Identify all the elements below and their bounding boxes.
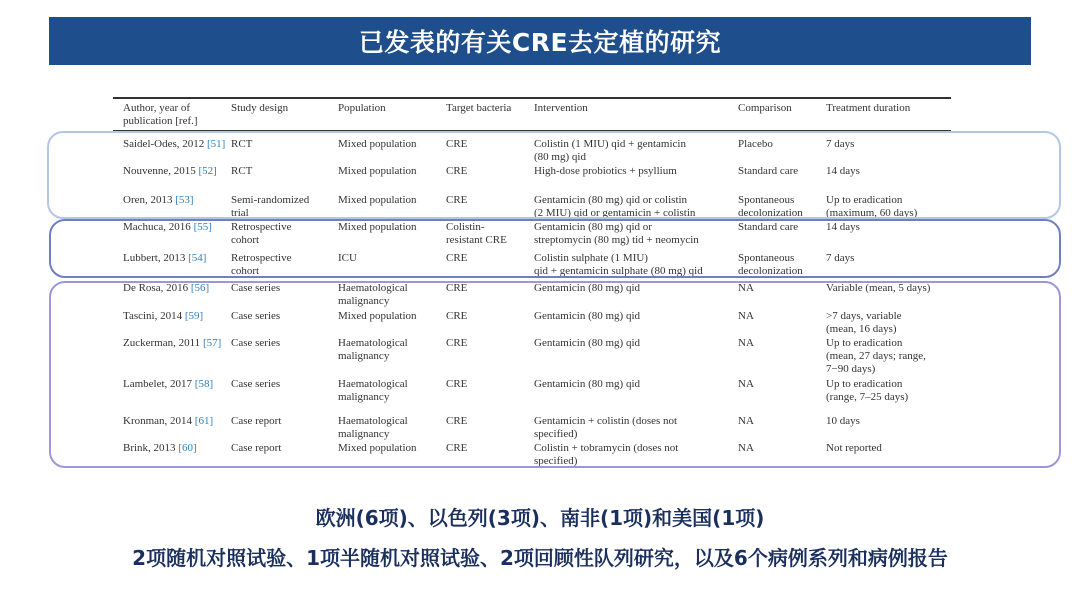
table-cell-duration: 14 days [826,165,860,177]
table-cell-intervention: Gentamicin (80 mg) qid [534,310,641,322]
table-cell-intervention: High-dose probiotics + psyllium [534,165,677,177]
table-cell-design: Case series [231,310,281,322]
table-cell-author: Lubbert, 2013 [54] [123,252,207,264]
table-cell-author: Tascini, 2014 [59] [123,310,204,322]
table-cell-duration: 7 days [826,252,855,264]
table-cell-duration: 14 days [826,221,860,233]
table-cell-comparison: NA [738,442,754,454]
table-cell-comparison: Placebo [738,138,773,150]
table-cell-intervention: Gentamicin (80 mg) qid or streptomycin (80 mg) tid + neomycin [534,221,699,246]
table-cell-design: Semi-randomized trial [231,194,310,219]
table-cell-intervention: Gentamicin (80 mg) qid [534,282,641,294]
table-cell-comparison: NA [738,282,754,294]
table-cell-intervention: Gentamicin (80 mg) qid [534,378,641,390]
table-cell-population: Mixed population [338,310,417,322]
table-cell-duration: Up to eradication (mean, 27 days; range, 7−90 days) [826,337,926,375]
table-cell-bacteria: CRE [446,337,468,349]
table-cell-intervention: Colistin sulphate (1 MIU) qid + gentamicin sulphate (80 mg) qid [534,252,703,277]
table-cell-design: Case report [231,415,282,427]
col-header-comparison: Comparison [738,102,792,114]
table-cell-author: Saidel-Odes, 2012 [51] [123,138,226,150]
table-cell-intervention: Gentamicin + colistin (doses not specified) [534,415,678,440]
table-cell-author: Zuckerman, 2011 [57] [123,337,222,349]
table-cell-author: Nouvenne, 2015 [52] [123,165,217,177]
table-cell-bacteria: CRE [446,415,468,427]
table-cell-population: Mixed population [338,442,417,454]
table-cell-duration: 10 days [826,415,860,427]
col-header-intervention: Intervention [534,102,588,114]
table-cell-population: Mixed population [338,165,417,177]
table-cell-author: Kronman, 2014 [61] [123,415,214,427]
cohort-group-frame [49,219,1061,278]
table-cell-comparison: NA [738,378,754,390]
table-cell-bacteria: CRE [446,282,468,294]
table-cell-duration: Up to eradication (range, 7–25 days) [826,378,909,403]
table-top-rule [113,97,951,99]
col-header-author: Author, year of publication [ref.] [123,102,198,127]
rct-group-frame [47,131,1061,219]
table-cell-comparison: NA [738,310,754,322]
table-cell-bacteria: Colistin- resistant CRE [446,221,507,246]
col-header-population: Population [338,102,386,114]
table-cell-comparison: Standard care [738,165,799,177]
table-cell-author: Lambelet, 2017 [58] [123,378,214,390]
reference-link[interactable]: [57] [202,337,222,349]
reference-link[interactable]: [56] [190,282,210,294]
table-cell-design: Case series [231,378,281,390]
table-cell-population: Haematological malignancy [338,337,408,362]
table-cell-population: Mixed population [338,138,417,150]
page-title: 已发表的有关CRE去定植的研究 [358,28,722,57]
col-header-design: Study design [231,102,289,114]
reference-link[interactable]: [55] [193,221,212,233]
table-cell-duration: Not reported [826,442,882,454]
reference-link[interactable]: [54] [188,252,207,264]
table-cell-author: Oren, 2013 [53] [123,194,194,206]
table-cell-population: Haematological malignancy [338,415,408,440]
table-cell-duration: Variable (mean, 5 days) [826,282,931,294]
reference-link[interactable]: [53] [175,194,194,206]
table-cell-bacteria: CRE [446,252,468,264]
table-cell-bacteria: CRE [446,138,468,150]
table-cell-population: ICU [338,252,357,264]
table-cell-design: RCT [231,165,253,177]
table-cell-population: Mixed population [338,194,417,206]
table-cell-population: Haematological malignancy [338,282,408,307]
table-cell-comparison: NA [738,415,754,427]
table-cell-comparison: Standard care [738,221,799,233]
reference-link[interactable]: [59] [184,310,204,322]
table-cell-bacteria: CRE [446,194,468,206]
reference-link[interactable]: [51] [207,138,226,150]
table-cell-bacteria: CRE [446,442,468,454]
table-cell-comparison: Spontaneous decolonization [738,252,803,277]
table-cell-comparison: Spontaneous decolonization [738,194,803,219]
table-cell-intervention: Gentamicin (80 mg) qid or colistin (2 MIU) qid or gentamicin + colistin [534,194,696,219]
table-cell-design: Retrospective cohort [231,221,292,246]
table-cell-population: Mixed population [338,221,417,233]
summary-designs: 2项随机对照试验、1项半随机对照试验、2项回顾性队列研究，以及6个病例系列和病例报告 [132,546,948,570]
table-cell-intervention: Colistin + tobramycin (doses not specified) [534,442,679,467]
title-banner [49,17,1031,65]
table-cell-population: Haematological malignancy [338,378,408,403]
table-cell-bacteria: CRE [446,378,468,390]
reference-link[interactable]: [61] [194,415,214,427]
table-cell-author: Brink, 2013 [60] [123,442,197,454]
table-cell-duration: 7 days [826,138,855,150]
col-header-duration: Treatment duration [826,102,911,114]
table-cell-intervention: Gentamicin (80 mg) qid [534,337,641,349]
reference-link[interactable]: [60] [178,442,197,454]
reference-link[interactable]: [52] [198,165,217,177]
table-cell-author: Machuca, 2016 [55] [123,221,212,233]
table-cell-design: RCT [231,138,253,150]
table-cell-author: De Rosa, 2016 [56] [123,282,210,294]
reference-link[interactable]: [58] [194,378,214,390]
col-header-bacteria: Target bacteria [446,102,512,114]
table-cell-intervention: Colistin (1 MIU) qid + gentamicin (80 mg) qid [534,138,686,163]
table-cell-bacteria: CRE [446,165,468,177]
table-cell-design: Case series [231,282,281,294]
table-cell-comparison: NA [738,337,754,349]
table-cell-bacteria: CRE [446,310,468,322]
table-cell-design: Case series [231,337,281,349]
summary-regions: 欧洲(6项)、以色列(3项)、南非(1项)和美国(1项) [315,506,765,530]
table-cell-design: Retrospective cohort [231,252,292,277]
table-cell-design: Case report [231,442,282,454]
table-cell-duration: >7 days, variable (mean, 16 days) [826,310,902,335]
table-cell-duration: Up to eradication (maximum, 60 days) [826,194,918,219]
case-group-frame [49,281,1061,468]
